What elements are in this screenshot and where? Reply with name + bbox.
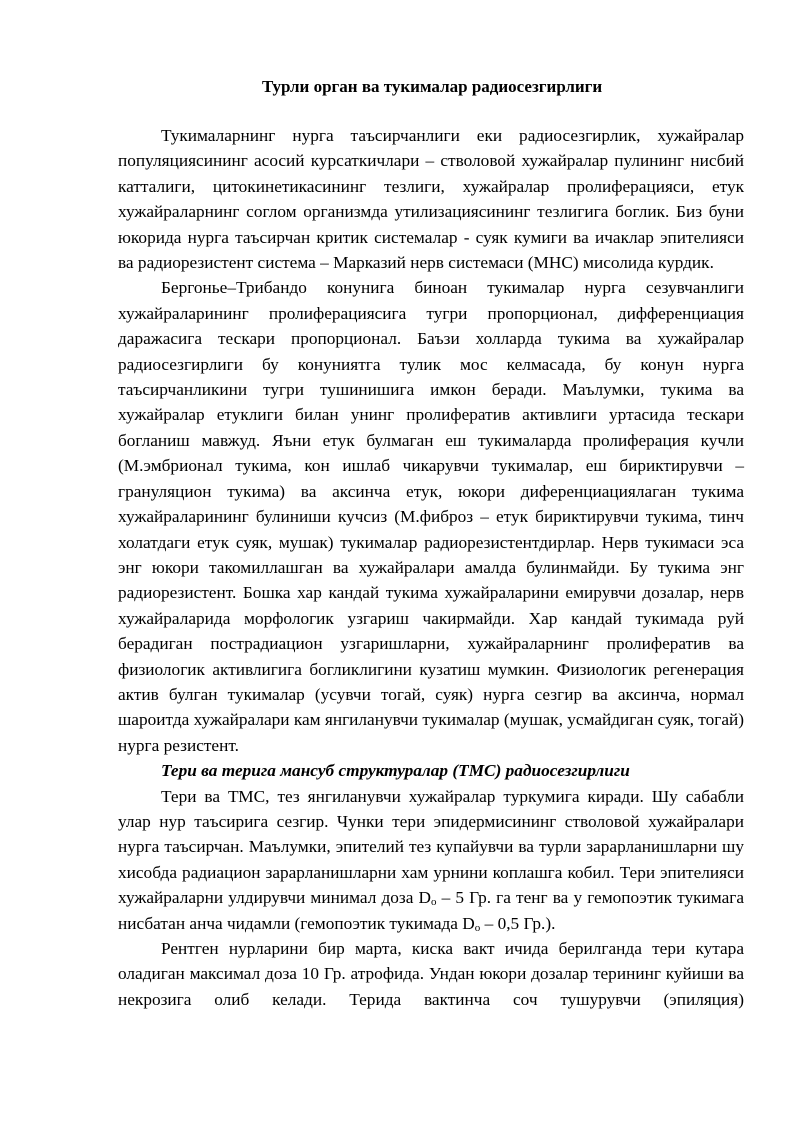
paragraph-radiosensitivity-intro: Тукималарнинг нурга таъсирчанлиги еки радиосезгирлик, хужайралар популяциясининг асосий курсаткичлари – стволовой хужайралар пулининг нисбий катталиги, цитокинетикасининг тезлиги, хужайралар пролиферацияси, етук хужайраларнинг соглом организмда утилизациясининг тезлигига боглик. Биз буни юкорида нурга таъсирчан критик системалар - суяк кумиги ва ичаклар эпителияси ва радиорезистент система – Марказий нерв системаси (МНС) мисолида курдик.: [118, 126, 744, 273]
paragraph-xray-dose: Рентген нурларини бир марта, киска вакт ичида берилганда тери кутара оладиган максимал доза 10 Гр. атрофида. Ундан юкори дозалар терининг куйиши ва некрозига олиб келади. Терида вактинча соч тушурувчи (эпиляция): [118, 939, 744, 1009]
skin-text-part-3: – 0,5 Гр.).: [480, 913, 556, 933]
skin-text-part-1: Тери ва ТМС, тез янгиланувчи хужайралар туркумига киради. Шу сабабли улар нур таъсирига сезгир. Чунки тери эпидермисининг стволовой хужайралари нурга таъсирчан. Маълумки, эпителий тез купайувчи ва турли зарарланишларни шу хисобда радиацион зарарланишларни хам урнини коплашга кобил. Тери эпителияси хужайраларни улдирувчи минимал доза D: [118, 786, 744, 908]
paragraph-bergonie-law: Бергонье–Трибандо конунига биноан тукималар нурга сезувчанлиги хужайраларининг пролиферациясига тугри пропорционал, дифференциация даражасига тескари пропорционал. Баъзи холларда тукима ва хужайралар радиосезгирлиги бу конуниятга тулик мос келмасада, бу конун нурга таъсирчанликини тугри тушинишига имкон беради. Маълумки, тукима ва хужайралар етуклиги билан унинг пролифератив активлиги уртасида тескари богланиш мавжуд. Яъни етук булмаган еш тукималарда пролиферация кучли (М.эмбрионал тукима, кон ишлаб чикарувчи тукималар, еш бириктирувчи – грануляцион тукима) ва аксинча етук, юкори диференциациялаган тукима хужайраларининг булиниши кучсиз (М.фиброз – етук бириктирувчи тукима, тинч холатдаги етук суяк, мушак) тукималар радиорезистентдирлар. Нерв тукимаси эса энг юкори такомиллашган ва хужайралари амалда булинмайди. Бу тукима энг радиорезистент. Бошка хар кандай тукима хужайраларини емирувчи дозалар, нерв хужайраларида морфологик узгариш чакирмайди. Хар кандай тукимада руй берадиган пострадиацион узгаришларни, хужайраларнинг пролифератив ва физиологик активлигига богликлигини кузатиш мумкин. Физиологик регенерация актив булган тукималар (усувчи тогай, суяк) нурга сезгир ва аксинча, нормал шароитда хужайралари кам янгиланувчи тукималар (мушак, усмайдиган суяк, тогай) нурга резистент.: [118, 278, 744, 755]
paragraph-skin-sensitivity: [118, 784, 744, 936]
document-body: [118, 123, 744, 1012]
dose-subscript-2: о: [474, 921, 481, 934]
skin-text-part-2: – 5 Гр. га тенг ва у гемопоэтик тукимага нисбатан анча чидамли (гемопоэтик тукимада D: [118, 888, 744, 933]
section-heading-skin: Тери ва терига мансуб структуралар (ТМС) радиосезгирлиги: [161, 761, 630, 781]
dose-subscript-1: о: [431, 896, 437, 909]
page-title: Турли орган ва тукималар радиосезгирлиги: [262, 77, 603, 96]
